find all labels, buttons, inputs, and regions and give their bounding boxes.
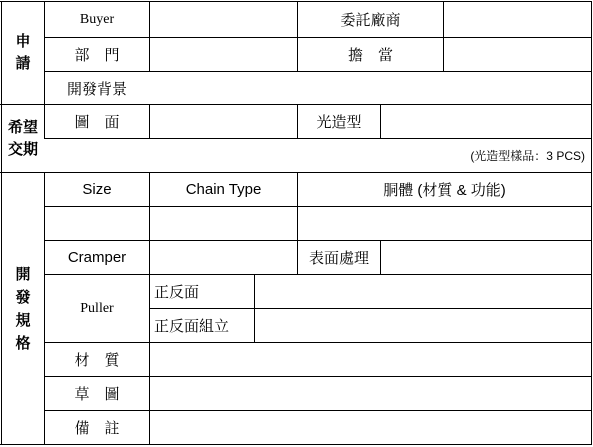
sketch-field[interactable] bbox=[150, 377, 591, 410]
sketch-label: 草 圖 bbox=[74, 386, 120, 403]
remarks-field[interactable] bbox=[150, 411, 591, 444]
consign-vendor-label: 委託廠商 bbox=[340, 12, 401, 29]
stereolithography-field[interactable] bbox=[381, 105, 591, 138]
buyer-label: Buyer bbox=[79, 11, 115, 27]
section-apply bbox=[2, 2, 44, 104]
cramper-field[interactable] bbox=[150, 241, 297, 274]
front-back-field[interactable] bbox=[255, 275, 591, 308]
material-label: 材 質 bbox=[74, 352, 120, 369]
body-field[interactable] bbox=[298, 207, 591, 240]
dev-background-field[interactable] bbox=[150, 72, 591, 104]
surface-treatment-field[interactable] bbox=[381, 241, 591, 274]
front-back-assembly-label: 正反面組立 bbox=[154, 318, 230, 335]
section-delivery bbox=[2, 105, 44, 172]
puller-label: Puller bbox=[80, 300, 114, 316]
drawing-label: 圖 面 bbox=[74, 114, 120, 131]
section-spec-label: 開發規格 bbox=[15, 265, 31, 352]
remarks-label: 備 註 bbox=[74, 420, 120, 437]
cramper-label: Cramper bbox=[67, 249, 127, 266]
dev-background-label: 開發背景 bbox=[66, 80, 127, 98]
chain-type-field[interactable] bbox=[150, 207, 297, 240]
stereolithography-note: (光造型樣品：3 PCS) bbox=[470, 149, 585, 163]
material-field[interactable] bbox=[150, 343, 591, 376]
section-apply-label: 申請 bbox=[15, 33, 31, 72]
surface-treatment-label: 表面處理 bbox=[308, 250, 369, 267]
chain-type-label: Chain Type bbox=[185, 181, 262, 198]
stereolithography-label: 光造型 bbox=[316, 114, 362, 131]
drawing-field[interactable] bbox=[150, 105, 297, 138]
body-label: 胴體 (材質 & 功能) bbox=[383, 182, 506, 199]
grid-line bbox=[591, 1, 592, 445]
section-delivery-line2: 交期 bbox=[7, 140, 38, 158]
section-spec bbox=[2, 173, 44, 444]
buyer-field[interactable] bbox=[150, 2, 297, 37]
responsible-label: 擔 當 bbox=[347, 47, 393, 64]
responsible-field[interactable] bbox=[444, 38, 591, 71]
section-delivery-line1: 希望 bbox=[7, 118, 38, 136]
department-label: 部 門 bbox=[74, 47, 120, 64]
grid-line bbox=[0, 444, 592, 445]
front-back-label: 正反面 bbox=[154, 284, 200, 301]
consign-vendor-field[interactable] bbox=[444, 2, 591, 37]
front-back-assembly-field[interactable] bbox=[255, 309, 591, 342]
size-field[interactable] bbox=[45, 207, 149, 240]
department-field[interactable] bbox=[150, 38, 297, 71]
size-label: Size bbox=[82, 181, 112, 198]
